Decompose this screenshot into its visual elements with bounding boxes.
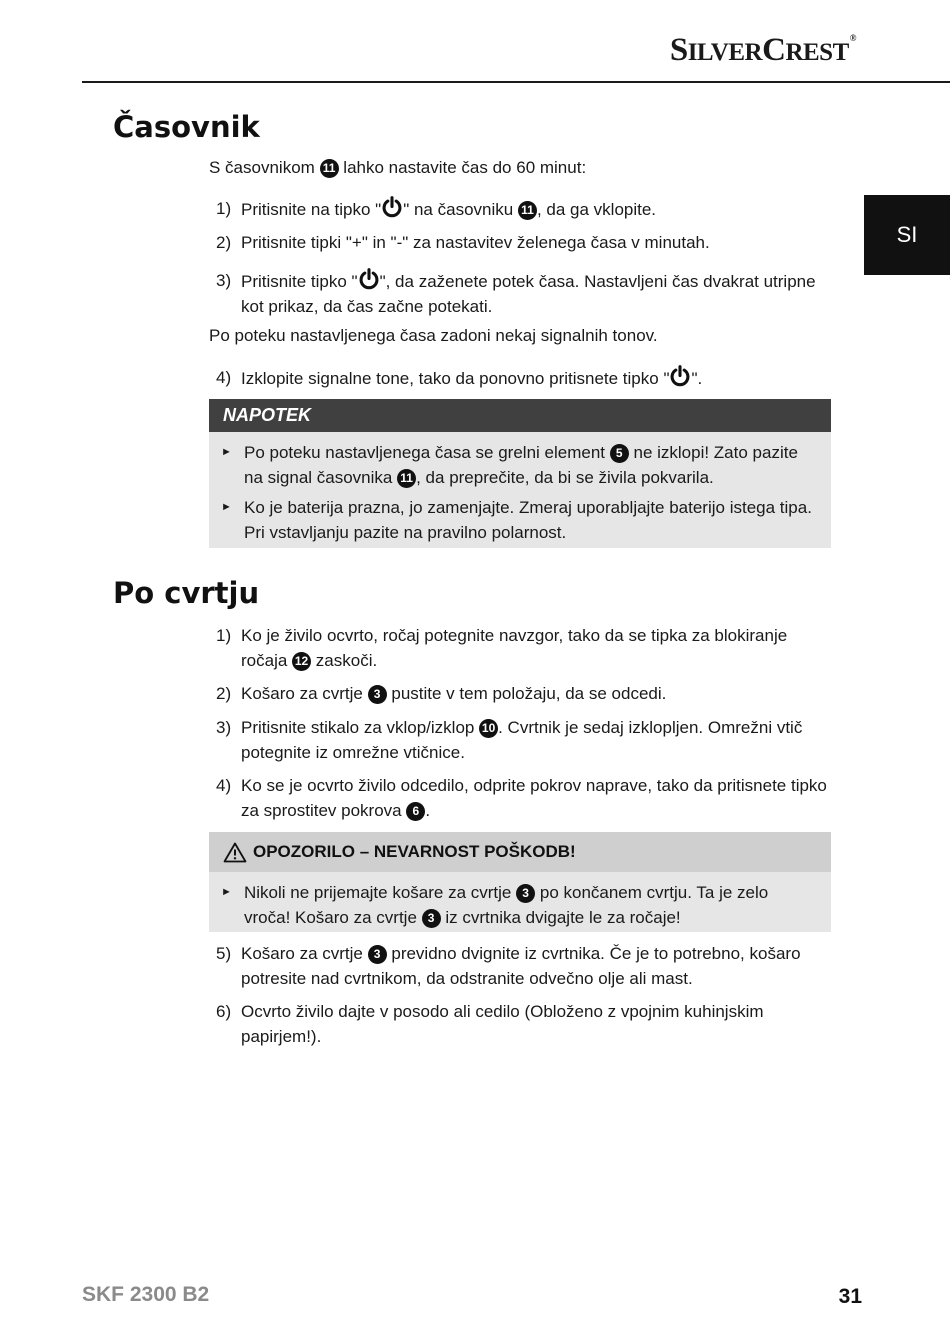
note-box (209, 399, 831, 548)
note-bullet-1: ► Po poteku nastavljenega časa se grelni element 5 ne izklopi! Zato pazite na signal časovnika 11 , da preprečite, da bi se živila pokvarila. (209, 440, 831, 490)
note-title: NAPOTEK (209, 399, 831, 432)
section-title-after-frying: Po cvrtju (113, 576, 260, 610)
page-number: 31 (838, 1285, 862, 1308)
warning-triangle-icon (223, 842, 247, 863)
frying-step-2: 2) Košaro za cvrtje 3 pustite v tem položaju, da se odcedi. (216, 684, 667, 703)
timer-step-2: 2) Pritisnite tipki "+" in "-" za nastavitev želenega časa v minutah. (216, 233, 710, 252)
frying-step-6: 6) Ocvrto živilo dajte v posodo ali cedilo (Obloženo z vpojnim kuhinjskim papirjem!). (216, 1002, 764, 1046)
ref-number-badge: 12 (292, 652, 311, 671)
warning-bullet: ► Nikoli ne prijemajte košare za cvrtje 3 po končanem cvrtju. Ta je zelo vroča! Košaro za cvrtje 3 iz cvrtnika dvigajte le za ročaje! (209, 880, 831, 930)
warning-box (209, 832, 831, 932)
silvercrest-logo: SILVERCREST® (669, 32, 856, 68)
arrow-bullet-icon: ► (221, 886, 232, 898)
language-tab: SI (864, 195, 950, 275)
ref-number-badge: 3 (368, 945, 387, 964)
ref-number-badge: 3 (368, 685, 387, 704)
warning-title: OPOZORILO – NEVARNOST POŠKODB! (253, 842, 576, 861)
ref-number-badge: 6 (406, 802, 425, 821)
timer-step-1: 1) Pritisnite na tipko " " na časovniku 11 , da ga vklopite. (209, 196, 834, 222)
frying-step-1: 1) Ko je živilo ocvrto, ročaj potegnite navzgor, tako da se tipka za blokiranje ročaja 12 zaskoči. (216, 626, 788, 670)
timer-step-3: 3) Pritisnite tipko " ", da zaženete potek časa. Nastavljeni čas dvakrat utripne kot prikaz, da čas začne potekati. (209, 268, 834, 319)
note-bullet-2: ► Ko je baterija prazna, jo zamenjajte. Zmeraj uporabljajte baterijo istega tipa. Pri vstavljanju pazite na pravilno polarnost. (209, 495, 831, 545)
power-icon (669, 365, 691, 387)
arrow-bullet-icon: ► (221, 501, 232, 513)
ref-number-badge: 10 (479, 719, 498, 738)
frying-step-3: 3) Pritisnite stikalo za vklop/izklop 10 . Cvrtnik je sedaj izklopljen. Omrežni vtič potegnite iz omrežne vtičnice. (216, 718, 803, 762)
model-number: SKF 2300 B2 (82, 1283, 210, 1306)
ref-number-badge: 5 (610, 444, 629, 463)
header-rule (82, 81, 950, 83)
section-title-timer: Časovnik (113, 110, 260, 144)
timer-intro: S časovnikom 11 lahko nastavite čas do 60 minut: (209, 158, 587, 177)
ref-number-badge: 11 (518, 201, 537, 220)
frying-step-4: 4) Ko se je ocvrto živilo odcedilo, odprite pokrov naprave, tako da pritisnete tipko za sprostitev pokrova 6 . (216, 776, 827, 820)
warning-header (209, 832, 831, 872)
arrow-bullet-icon: ► (221, 446, 232, 458)
power-icon (358, 268, 380, 290)
frying-step-5: 5) Košaro za cvrtje 3 previdno dvignite iz cvrtnika. Če je to potrebno, košaro potresite nad cvrtnikom, da odstranite odvečno olje ali mast. (216, 944, 801, 988)
ref-number-badge: 11 (320, 159, 339, 178)
ref-number-badge: 3 (516, 884, 535, 903)
timer-after-text: Po poteku nastavljenega časa zadoni nekaj signalnih tonov. (209, 326, 658, 345)
ref-number-badge: 11 (397, 469, 416, 488)
power-icon (381, 196, 403, 218)
timer-step-4: 4) Izklopite signalne tone, tako da ponovno pritisnete tipko " ". (209, 365, 834, 391)
ref-number-badge: 3 (422, 909, 441, 928)
